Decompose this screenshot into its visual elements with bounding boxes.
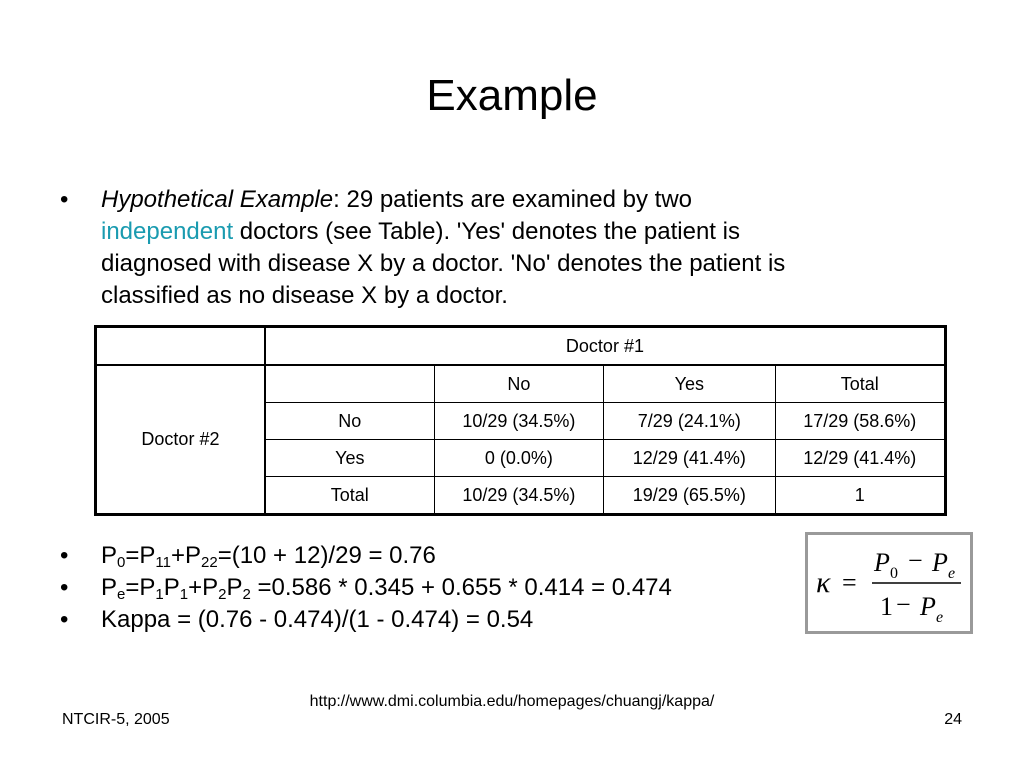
denominator-p: P bbox=[920, 592, 936, 621]
pe-bullet bbox=[60, 572, 800, 604]
p0-subscript: 22 bbox=[201, 554, 218, 571]
bullet-symbol: • bbox=[60, 606, 69, 633]
intro-text bbox=[101, 184, 930, 312]
pe-part: P bbox=[101, 574, 118, 601]
table-corner-cell bbox=[96, 327, 265, 366]
intro-line4: classified as no disease X by a doctor. bbox=[101, 282, 508, 309]
pe-part: P bbox=[163, 574, 180, 601]
bullet-symbol: • bbox=[60, 574, 69, 601]
numerator-pe-subscript: e bbox=[948, 565, 956, 582]
kappa-symbol: κ bbox=[816, 566, 831, 599]
p0-text bbox=[101, 540, 800, 572]
p0-subscript: 0 bbox=[117, 554, 126, 571]
bullet-symbol: • bbox=[60, 542, 69, 569]
table-cell: 10/29 (34.5%) bbox=[434, 477, 603, 515]
pe-part: =P bbox=[125, 574, 156, 601]
table-cell: 19/29 (65.5%) bbox=[604, 477, 775, 515]
calculation-bullets bbox=[60, 540, 800, 636]
intro-bullet bbox=[60, 184, 930, 312]
pe-subscript: 2 bbox=[242, 586, 251, 603]
bullet-symbol: • bbox=[60, 186, 69, 213]
denominator-p-subscript: e bbox=[936, 609, 944, 626]
pe-subscript: 2 bbox=[218, 586, 227, 603]
p0-part: =(10 + 12)/29 = 0.76 bbox=[217, 542, 436, 569]
p0-bullet bbox=[60, 540, 800, 572]
source-url[interactable]: http://www.dmi.columbia.edu/homepages/chuangj/kappa/ bbox=[309, 693, 715, 710]
table-cell: 0 (0.0%) bbox=[434, 440, 603, 477]
pe-text bbox=[101, 572, 800, 604]
denominator-one: 1 bbox=[880, 592, 893, 621]
intro-lead-colon: : bbox=[333, 186, 340, 213]
pe-subscript: 1 bbox=[179, 586, 189, 603]
pe-part: P bbox=[226, 574, 243, 601]
numerator-minus: − bbox=[908, 546, 923, 575]
p0-part: =P bbox=[125, 542, 156, 569]
table-cell: 10/29 (34.5%) bbox=[434, 403, 603, 440]
kappa-formula-svg bbox=[808, 535, 970, 631]
doctor1-header: Doctor #1 bbox=[265, 327, 946, 366]
intro-line3: diagnosed with disease X by a doctor. 'No' denotes the patient is bbox=[101, 250, 786, 277]
doctor2-header: Doctor #2 bbox=[96, 365, 265, 515]
table-cell: 7/29 (24.1%) bbox=[604, 403, 775, 440]
page-number: 24 bbox=[944, 711, 962, 728]
p0-subscript: 11 bbox=[155, 554, 171, 571]
row-label: Total bbox=[265, 477, 434, 515]
intro-line2: doctors (see Table). 'Yes' denotes the patient is bbox=[233, 218, 740, 245]
kappa-formula bbox=[805, 532, 973, 634]
column-header: Yes bbox=[604, 365, 775, 403]
pe-part: +P bbox=[188, 574, 219, 601]
equals-sign: = bbox=[842, 568, 857, 597]
numerator-pe: P bbox=[932, 548, 948, 577]
numerator-p-subscript: 0 bbox=[890, 565, 898, 582]
intro-line1: 29 patients are examined by two bbox=[339, 186, 693, 213]
table-blank-cell bbox=[265, 365, 434, 403]
agreement-table bbox=[94, 325, 947, 516]
table-cell: 17/29 (58.6%) bbox=[775, 403, 945, 440]
kappa-text: Kappa = (0.76 - 0.474)/(1 - 0.474) = 0.54 bbox=[101, 606, 534, 633]
table-cell: 12/29 (41.4%) bbox=[604, 440, 775, 477]
row-label: No bbox=[265, 403, 434, 440]
p0-part: +P bbox=[170, 542, 201, 569]
footer-conference: NTCIR-5, 2005 bbox=[62, 711, 170, 728]
numerator-p: P bbox=[874, 548, 890, 577]
slide-title: Example bbox=[426, 71, 598, 120]
pe-part: =0.586 * 0.345 + 0.655 * 0.414 = 0.474 bbox=[250, 574, 672, 601]
intro-lead: Hypothetical Example bbox=[101, 186, 334, 213]
pe-subscript: 1 bbox=[155, 586, 164, 603]
p0-part: P bbox=[101, 542, 118, 569]
table-cell: 1 bbox=[775, 477, 945, 515]
row-label: Yes bbox=[265, 440, 434, 477]
table-cell: 12/29 (41.4%) bbox=[775, 440, 945, 477]
kappa-bullet bbox=[60, 604, 800, 636]
intro-highlight: independent bbox=[101, 218, 234, 245]
column-header: Total bbox=[775, 365, 945, 403]
pe-subscript: e bbox=[117, 586, 126, 603]
column-header: No bbox=[434, 365, 603, 403]
denominator-minus: − bbox=[896, 590, 911, 619]
